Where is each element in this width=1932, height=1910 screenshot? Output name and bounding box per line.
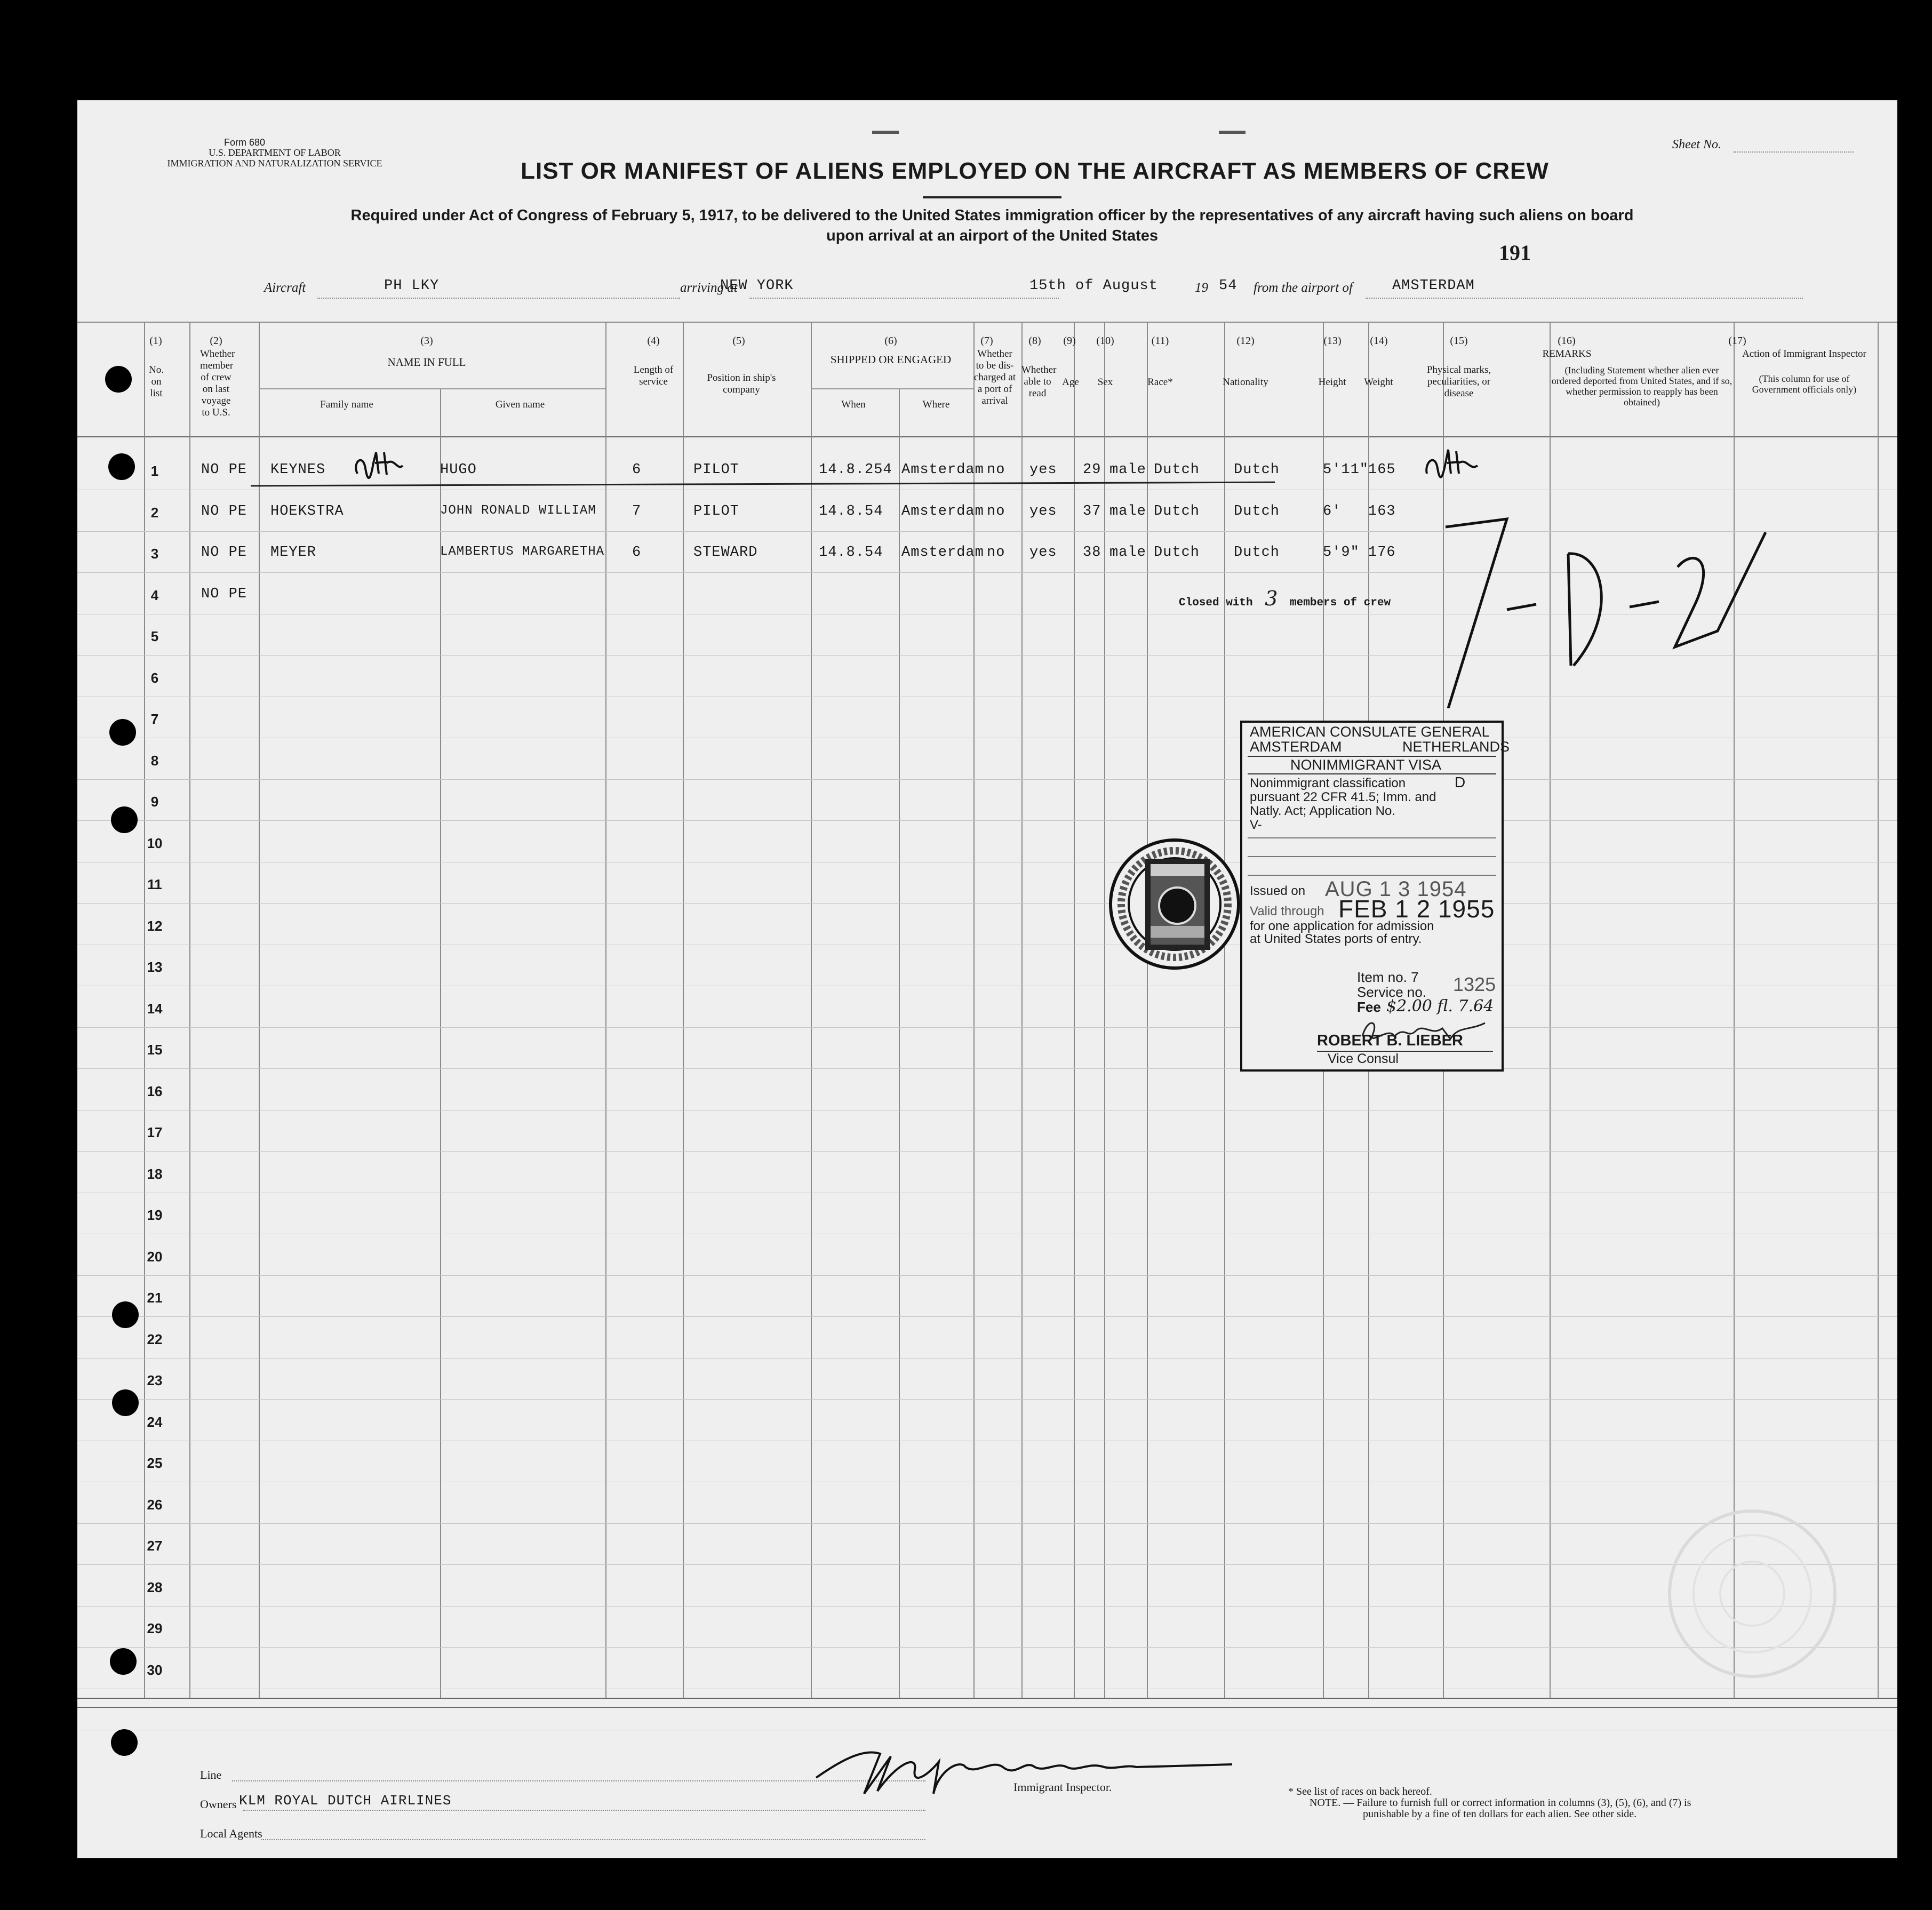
punch-hole [105, 366, 132, 393]
row-3-nationality: Dutch [1234, 545, 1280, 561]
row-3-read: yes [1029, 545, 1057, 561]
fine-note-2: punishable by a fine of ten dollars for each alien. See other side. [1363, 1808, 1637, 1820]
row-3-weight: 176 [1368, 545, 1396, 561]
row-number: 29 [147, 1620, 163, 1636]
col-num-10: (10) [1096, 335, 1114, 347]
sheet-no-field [1734, 151, 1854, 153]
col-head-when: When [841, 399, 866, 410]
col-head-age: Age [1062, 377, 1079, 388]
stamp-consul-name: ROBERT B. LIEBER [1317, 1032, 1463, 1049]
punch-hole [108, 453, 135, 480]
row-2-discharged: no [987, 503, 1005, 520]
col-num-3: (3) [420, 335, 433, 347]
races-note: * See list of races on back hereof. [1288, 1786, 1432, 1797]
row-1-race: Dutch [1154, 462, 1200, 478]
row-rule [77, 1606, 1897, 1607]
column-rule [1224, 322, 1225, 1698]
row-1-given: HUGO [440, 462, 477, 478]
row-number: 18 [147, 1165, 163, 1182]
row-3-when: 14.8.54 [819, 545, 883, 561]
row-rule [77, 1068, 1897, 1069]
row-rule [77, 1027, 1897, 1028]
column-rule [1074, 322, 1075, 1698]
handwritten-initials-weight [1422, 442, 1480, 484]
manifest-sheet [77, 100, 1897, 1858]
row-1-last-voyage: NO PE [201, 462, 248, 478]
col-head-remarks-note: (Including Statement whether alien ever ordered deported from United States, and if so, whether permission to reapply has been obtained) [1551, 365, 1733, 407]
table-header-rule [77, 436, 1897, 437]
row-2-read: yes [1029, 503, 1057, 520]
row-number: 6 [150, 669, 159, 686]
stamp-ports-of-entry: at United States ports of entry. [1250, 932, 1422, 946]
table-top-rule [77, 322, 1897, 323]
stamp-fee-value: $2.00 fl. 7.64 [1386, 997, 1494, 1016]
footer-agents-label: Local Agents [200, 1827, 262, 1840]
row-3-discharged: no [987, 545, 1005, 561]
manifest-number: 191 [1499, 241, 1531, 265]
closed-note [1179, 587, 1391, 610]
col-head-action-note: (This column for use of Government officials only) [1752, 373, 1857, 395]
col-num-4: (4) [647, 335, 660, 347]
punch-hole [110, 1648, 137, 1675]
row-1-discharged: no [987, 462, 1005, 478]
row-number: 28 [147, 1579, 163, 1595]
col-num-13: (13) [1323, 335, 1342, 347]
row-number: 1 [150, 463, 159, 479]
col-head-nationality: Nationality [1223, 377, 1268, 388]
row-2-nationality: Dutch [1234, 503, 1280, 520]
column-rule [1104, 322, 1105, 1698]
row-3-position: STEWARD [693, 545, 758, 561]
row-number: 7 [150, 711, 159, 727]
stamp-one-application: for one application for admission [1250, 919, 1434, 933]
col-head-where: Where [922, 399, 950, 410]
col-head-given: Given name [495, 399, 545, 410]
row-number: 24 [147, 1413, 163, 1430]
row-2-where: Amsterdam [901, 503, 984, 520]
stamp-blank-2 [1248, 856, 1496, 857]
fine-note-1: NOTE. — Failure to furnish full or correct information in columns (3), (5), (6), and (7) is [1310, 1797, 1691, 1809]
stamp-item-label-text: Item no. [1357, 969, 1407, 985]
col-head-discharged: Whether to be dis-charged at a port of arrival [973, 348, 1016, 406]
column-rule [189, 322, 190, 1698]
stamp-blank-1 [1248, 837, 1496, 838]
row-number: 9 [150, 794, 159, 810]
col-head-height: Height [1318, 377, 1346, 388]
column-rule [1878, 322, 1879, 1698]
row-3-service: 6 [632, 545, 642, 561]
col-num-16: (16) [1558, 335, 1576, 347]
row-2-last-voyage: NO PE [201, 503, 248, 520]
col-head-no: No. on list [149, 364, 164, 399]
col-num-11: (11) [1151, 335, 1169, 347]
row-3-race: Dutch [1154, 545, 1200, 561]
column-rule [1147, 322, 1148, 1698]
row-1-age: 29 [1083, 462, 1101, 478]
row-3-last-voyage: NO PE [201, 545, 248, 561]
col-head-position: Position in ship's company [707, 372, 776, 395]
row-number: 12 [147, 917, 163, 934]
col-head-shipped: SHIPPED OR ENGAGED [830, 353, 952, 366]
row-number: 22 [147, 1331, 163, 1347]
punch-hole [112, 1389, 139, 1416]
row-1-service: 6 [632, 462, 642, 478]
column-rule [973, 322, 975, 1698]
footer-owners-label: Owners [200, 1797, 237, 1811]
row-number: 27 [147, 1538, 163, 1554]
stamp-fee-label: Fee [1357, 999, 1381, 1015]
stamp-item-value: 7 [1411, 969, 1419, 985]
table-bottom-rule-2 [77, 1707, 1897, 1708]
row-number: 20 [147, 1248, 163, 1265]
row-rule [77, 903, 1897, 904]
col-num-9: (9) [1063, 335, 1076, 347]
column-rule [899, 388, 900, 1698]
department-name: U.S. DEPARTMENT OF LABOR [209, 147, 341, 158]
subtitle-line-1: Required under Act of Congress of February 5, 1917, to be delivered to the United States immigration officer by the representatives of any aircraft having such aliens on board [350, 207, 1634, 224]
stamp-line-consulate: AMERICAN CONSULATE GENERAL [1250, 724, 1490, 740]
row-1-read: yes [1029, 462, 1057, 478]
from-underline [1366, 298, 1803, 299]
row-2-when: 14.8.54 [819, 503, 883, 520]
col-head-read: Whether able to read [1021, 364, 1057, 399]
col-head-remarks: REMARKS [1542, 348, 1592, 359]
column-rule [683, 322, 684, 1698]
footer-owners-value: KLM ROYAL DUTCH AIRLINES [239, 1793, 452, 1809]
table-bottom-rule [77, 1698, 1897, 1699]
row-number: 4 [150, 587, 159, 603]
column-rule [811, 322, 812, 1698]
col-head-physical: Physical marks, peculiarities, or disease [1426, 364, 1491, 399]
row-3-where: Amsterdam [901, 545, 984, 561]
row-number: 26 [147, 1496, 163, 1513]
col-num-5: (5) [732, 335, 745, 347]
row-number: 30 [147, 1661, 163, 1678]
stamp-valid-label: Valid through [1250, 904, 1324, 918]
row-rule [77, 1399, 1897, 1400]
service-name: IMMIGRATION AND NATURALIZATION SERVICE [167, 158, 382, 169]
sheet-no-label: Sheet No. [1672, 138, 1721, 151]
footer-line-label: Line [200, 1768, 222, 1781]
row-1-position: PILOT [693, 462, 740, 478]
col-num-12: (12) [1236, 335, 1255, 347]
stamp-issued-date: AUG 1 3 1954 [1325, 877, 1467, 901]
stamp-line-netherlands: NETHERLANDS [1402, 739, 1510, 755]
row-3-sex: male [1109, 545, 1146, 561]
punch-hole [109, 719, 136, 746]
row-number: 19 [147, 1207, 163, 1223]
row-number: 15 [147, 1042, 163, 1058]
stamp-visa-type: NONIMMIGRANT VISA [1290, 757, 1442, 773]
row-2-sex: male [1109, 503, 1146, 520]
arriving-label: arriving at [680, 281, 738, 295]
embossed-seal [1664, 1506, 1840, 1682]
subtitle-line-2: upon arrival at an airport of the United States [826, 227, 1158, 244]
aircraft-value: PH LKY [384, 278, 440, 294]
year-prefix: 19 [1195, 281, 1208, 295]
stamp-valid-date: FEB 1 2 1955 [1338, 895, 1495, 923]
col-head-weight: Weight [1364, 377, 1393, 388]
stamp-classification: D [1455, 774, 1466, 790]
col-num-14: (14) [1370, 335, 1388, 347]
row-rule [77, 779, 1897, 780]
stamp-application: Natly. Act; Application No. [1250, 804, 1396, 818]
row-1-sex: male [1109, 462, 1146, 478]
row-number: 5 [150, 628, 159, 644]
row-number: 23 [147, 1372, 163, 1388]
stamp-v-number: V- [1250, 818, 1262, 832]
stamp-pursuant: pursuant 22 CFR 41.5; Imm. and [1250, 790, 1436, 804]
punch-hole [111, 1729, 138, 1756]
row-number: 8 [150, 752, 159, 769]
closed-prefix: Closed with [1179, 597, 1253, 609]
stamp-classification-label: Nonimmigrant classification [1250, 776, 1406, 790]
year-suffix: 54 [1219, 278, 1238, 294]
punch-hole [112, 1301, 139, 1328]
row-rule [77, 1316, 1897, 1317]
from-label: from the airport of [1254, 281, 1353, 295]
row-number: 2 [150, 504, 159, 521]
row-2-family: HOEKSTRA [270, 503, 344, 520]
row-3-age: 38 [1083, 545, 1101, 561]
row-1-where: Amsterdam [901, 462, 984, 478]
footer-agents-underline [261, 1839, 925, 1840]
aircraft-label: Aircraft [264, 281, 306, 295]
visa-stamp [1240, 721, 1510, 1072]
row-number: 21 [147, 1290, 163, 1306]
col-num-2: (2) [210, 335, 222, 347]
shipped-subrule [811, 388, 973, 389]
stamp-service-label: Service no. [1357, 984, 1427, 1000]
name-subrule [259, 388, 605, 389]
row-2-age: 37 [1083, 503, 1101, 520]
row-2-weight: 163 [1368, 503, 1396, 520]
row-number: 13 [147, 959, 163, 975]
col-head-sex: Sex [1097, 377, 1113, 388]
col-num-6: (6) [884, 335, 897, 347]
row-2-position: PILOT [693, 503, 740, 520]
row-number: 3 [150, 546, 159, 562]
top-mark-2 [1219, 131, 1246, 134]
from-value: AMSTERDAM [1392, 278, 1475, 294]
punch-hole [111, 806, 138, 833]
row-number: 25 [147, 1455, 163, 1471]
col-num-15: (15) [1450, 335, 1468, 347]
column-rule [1021, 322, 1023, 1698]
row-number: 17 [147, 1124, 163, 1140]
col-head-name: NAME IN FULL [387, 356, 466, 369]
column-rule [440, 388, 441, 1698]
row-rule [77, 1647, 1897, 1648]
col-head-action: Action of Immigrant Inspector [1742, 348, 1866, 359]
col-num-1: (1) [149, 335, 162, 347]
arrival-date: 15th of August [1029, 278, 1158, 294]
stamp-service-value: 1325 [1453, 973, 1496, 995]
fee-stamp-icon [1144, 858, 1211, 951]
row-2-race: Dutch [1154, 503, 1200, 520]
row-3-given: LAMBERTUS MARGARETHA [440, 545, 605, 559]
row-number: 14 [147, 1000, 163, 1017]
closed-suffix: members of crew [1290, 597, 1391, 609]
row-1-nationality: Dutch [1234, 462, 1280, 478]
row-4-last-voyage: NO PE [201, 586, 248, 602]
col-num-7: (7) [980, 335, 993, 347]
row-3-family: MEYER [270, 545, 317, 561]
inspector-label: Immigrant Inspector. [1013, 1780, 1112, 1794]
row-1-family: KEYNES [270, 462, 326, 478]
row-rule [77, 820, 1897, 821]
col-num-17: (17) [1728, 335, 1746, 347]
handwritten-initials-row1 [349, 442, 408, 490]
col-head-last-voyage: Whether member of crew on last voyage to U.S. [200, 348, 235, 418]
handwritten-code-7-d-2 [1427, 495, 1790, 708]
closed-count: 3 [1265, 587, 1278, 610]
row-number: 11 [147, 876, 162, 892]
row-number: 10 [147, 835, 163, 851]
stamp-line-amsterdam: AMSTERDAM [1250, 739, 1342, 755]
footer-owners-underline [243, 1810, 925, 1811]
row-rule [77, 1523, 1897, 1524]
column-rule [259, 322, 260, 1698]
row-number: 16 [147, 1083, 163, 1099]
row-1-when: 14.8.254 [819, 462, 892, 478]
row-2-service: 7 [632, 503, 642, 520]
stamp-blank-3 [1248, 875, 1496, 876]
row-rule [77, 1564, 1897, 1565]
stamp-consul-title: Vice Consul [1328, 1051, 1399, 1066]
page-title: LIST OR MANIFEST OF ALIENS EMPLOYED ON THE AIRCRAFT AS MEMBERS OF CREW [521, 158, 1549, 184]
arriving-underline [749, 298, 1059, 299]
row-1-height: 5'11" [1323, 462, 1369, 478]
col-head-race: Race* [1147, 377, 1173, 388]
row-3-height: 5'9" [1323, 545, 1360, 561]
col-head-family: Family name [320, 399, 373, 410]
row-1-weight: 165 [1368, 462, 1396, 478]
title-rule [923, 196, 1061, 198]
row-rule [77, 1275, 1897, 1276]
col-head-service: Length of service [633, 364, 674, 387]
row-2-given: JOHN RONALD WILLIAM [440, 503, 596, 518]
arriving-value: NEW YORK [720, 278, 794, 294]
stamp-item-label [1357, 969, 1419, 986]
stamp-issued-label: Issued on [1250, 884, 1306, 898]
top-mark-1 [872, 131, 899, 134]
row-rule [77, 1151, 1897, 1152]
aircraft-underline [317, 298, 680, 299]
form-number: Form 680 [224, 137, 266, 148]
row-2-height: 6' [1323, 503, 1342, 520]
column-rule [605, 322, 606, 1698]
col-num-8: (8) [1028, 335, 1041, 347]
